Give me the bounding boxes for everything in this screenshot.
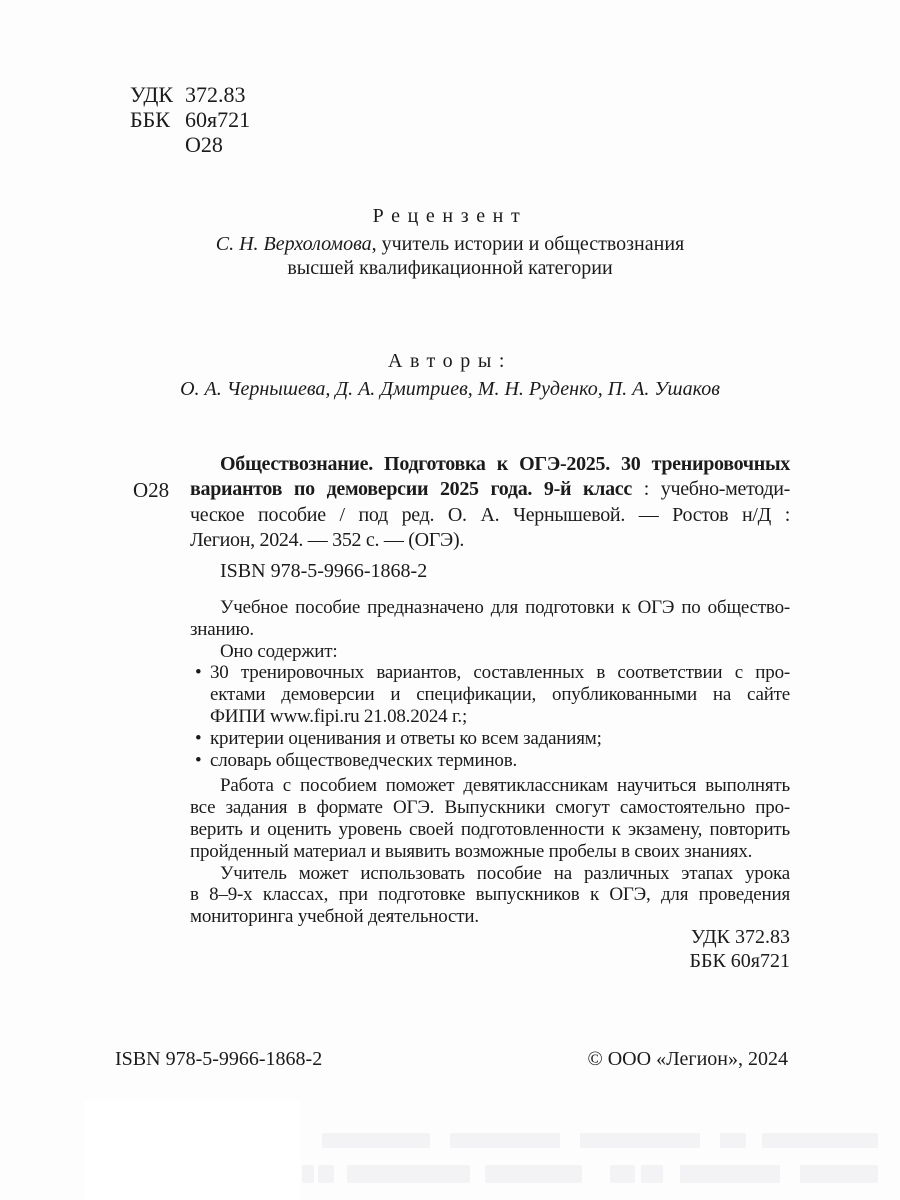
bottom-udk: УДК 372.83 <box>690 926 790 948</box>
annotation-p3-line1: Работа с пособием поможет девятиклассникам научиться выполнять <box>220 775 790 797</box>
annotation-p3-line4: пройденный материал и выявить возможные пробелы в своих знаниях. <box>190 840 753 862</box>
ghost-text-artifact <box>762 1133 878 1148</box>
copyright-notice: © ООО «Легион», 2024 <box>587 1048 788 1070</box>
bullet3-line: словарь обществоведческих терминов. <box>210 749 518 771</box>
udk-row <box>130 82 250 107</box>
biblio-subtitle-part: : учебно-методи- <box>631 478 791 501</box>
udk-label: УДК <box>130 82 174 107</box>
classification-block <box>130 82 250 157</box>
annotation-p3 <box>190 775 790 862</box>
ghost-text-artifact <box>302 1165 314 1183</box>
list-item <box>190 750 790 772</box>
bullet1-line1: 30 тренировочных вариантов, составленных в соответствии с про- <box>210 662 790 684</box>
bullet2-line: критерии оценивания и ответы ко всем заданиям; <box>210 727 602 749</box>
ghost-text-artifact <box>580 1133 700 1148</box>
footer-isbn: ISBN 978-5-9966-1868-2 <box>115 1048 323 1070</box>
ghost-text-artifact <box>347 1165 470 1183</box>
reviewer-category-line: высшей квалификационной категории <box>287 257 613 279</box>
author-sign-code: О28 <box>185 132 223 157</box>
biblio-line-4: Легион, 2024. — 352 с. — (ОГЭ). <box>190 528 465 551</box>
ghost-text-artifact <box>450 1133 560 1148</box>
author-sign-row <box>130 132 250 157</box>
reviewer-name-line <box>0 232 900 256</box>
ghost-text-artifact <box>318 1165 334 1183</box>
page-edge-artifact <box>85 1100 300 1200</box>
list-item <box>190 662 790 727</box>
ghost-text-artifact <box>610 1165 635 1183</box>
bullet1-line3: ФИПИ www.fipi.ru 21.08.2024 г.; <box>210 705 468 727</box>
ghost-text-artifact <box>641 1165 663 1183</box>
bbk-value: 60я721 <box>185 107 251 132</box>
footer-line <box>115 1048 788 1071</box>
ghost-text-artifact <box>680 1165 780 1183</box>
ghost-text-artifact <box>720 1133 746 1148</box>
bbk-row <box>130 107 250 132</box>
annotation-p1-line2: знанию. <box>190 618 254 640</box>
reviewer-block <box>0 204 900 280</box>
bullet1-line2: ектами демоверсии и спецификации, опубликованными на сайте <box>210 684 790 706</box>
authors-heading: Авторы: <box>387 350 513 372</box>
bottom-classification-block <box>689 926 790 973</box>
bullet-icon: • <box>195 727 202 749</box>
reviewer-heading: Рецензент <box>372 205 528 227</box>
ghost-text-artifact <box>800 1165 878 1183</box>
ghost-text-artifact <box>485 1165 582 1183</box>
authors-block <box>0 349 900 401</box>
biblio-title-part: вариантов по демоверсии 2025 года. 9-й класс <box>190 478 632 501</box>
annotation-p4-line3: мониторинга учебной деятельности. <box>190 906 479 928</box>
biblio-line-3: ческое пособие / под ред. О. А. Чернышевой. — Ростов н/Д : <box>190 503 790 526</box>
reviewer-title: , учитель истории и обществознания <box>371 233 685 255</box>
bottom-bbk: ББК 60я721 <box>689 949 790 972</box>
margin-author-sign: О28 <box>133 478 170 502</box>
annotation-p3-line3: верить и оценить уровень своей подготовленности к экзамену, повторить <box>190 818 790 840</box>
annotation-p4-line1: Учитель может использовать пособие на различных этапах урока <box>220 862 790 884</box>
authors-names: О. А. Чернышева, Д. А. Дмитриев, М. Н. Руденко, П. А. Ушаков <box>180 378 720 400</box>
annotation-p2: Оно содержит: <box>220 640 338 662</box>
bibliographic-entry <box>133 452 791 584</box>
annotation-p3-line2: все задания в формате ОГЭ. Выпускники смогут самостоятельно про- <box>190 797 790 819</box>
ghost-text-artifact <box>322 1133 430 1148</box>
isbn-number: ISBN 978-5-9966-1868-2 <box>220 560 428 583</box>
udk-value: 372.83 <box>185 82 246 107</box>
annotation-block <box>190 597 790 928</box>
annotation-p4 <box>190 863 790 928</box>
bullet-icon: • <box>195 662 202 684</box>
reviewer-name: С. Н. Верхоломова <box>215 233 372 255</box>
list-item <box>190 728 790 750</box>
bullet-icon: • <box>195 749 202 771</box>
annotation-p1-line1: Учебное пособие предназначено для подготовки к ОГЭ по общество- <box>220 597 790 618</box>
biblio-line-1: Обществознание. Подготовка к ОГЭ-2025. 30 тренировочных <box>220 453 790 475</box>
biblio-line-2 <box>190 477 790 502</box>
annotation-p4-line2: в 8–9-х классах, при подготовке выпускников к ОГЭ, для проведения <box>190 884 790 906</box>
bbk-label: ББК <box>130 107 170 132</box>
